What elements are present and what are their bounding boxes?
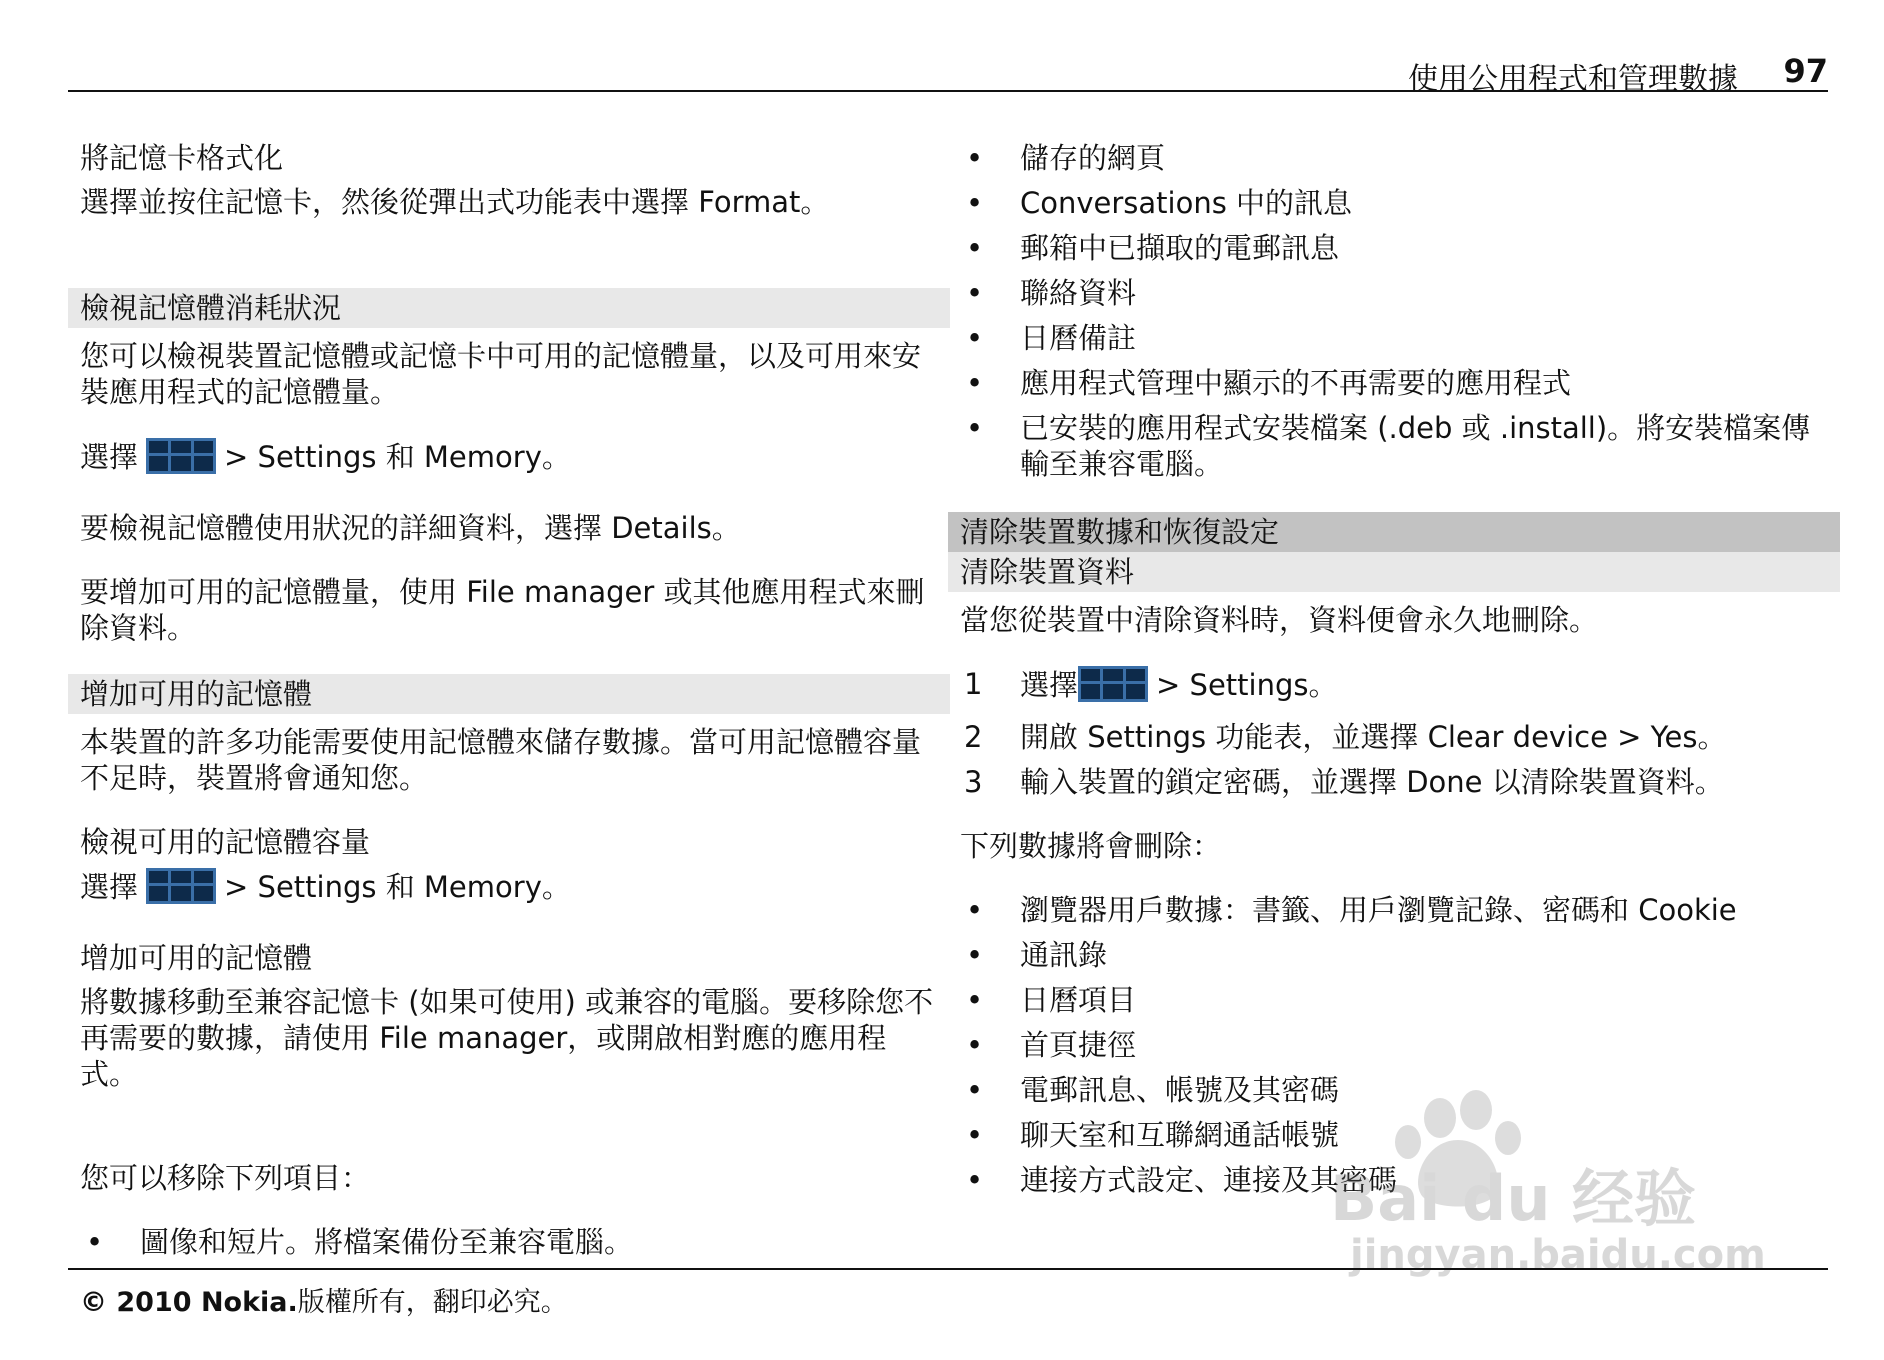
subheading-clear-device-data: 清除裝置資料	[948, 552, 1840, 592]
file-manager-line: 要增加可用的記憶體量，使用 File manager 或其他應用程式來刪除資料。	[80, 575, 925, 645]
section-heading-increase-memory: 增加可用的記憶體	[68, 674, 950, 714]
remove-items-intro: 您可以移除下列項目：	[80, 1161, 371, 1195]
right-column	[960, 140, 1828, 1207]
memory-usage-intro: 您可以檢視裝置記憶體或記憶卡中可用的記憶體量，以及可用來安裝應用程式的記憶體量。	[80, 339, 922, 409]
left-column	[80, 140, 938, 1269]
page-footer	[68, 1268, 1828, 1318]
select-prefix: 選擇	[80, 440, 139, 474]
list-item: • 瀏覽器用戶數據：書籤、用戶瀏覽記錄、密碼和 Cookie	[960, 892, 1828, 928]
view-available-memory-title: 檢視可用的記憶體容量	[80, 825, 371, 859]
section-heading-memory-usage: 檢視記憶體消耗狀況	[68, 288, 950, 328]
list-item: • Conversations 中的訊息	[960, 185, 1828, 221]
details-line: 要檢視記憶體使用狀況的詳細資料，選擇 Details。	[80, 511, 741, 545]
list-item: • 儲存的網頁	[960, 140, 1828, 176]
step-number: 1	[964, 667, 983, 701]
page-number: 97	[1783, 52, 1828, 90]
step-item	[960, 764, 1828, 800]
clear-device-intro: 當您從裝置中清除資料時，資料便會永久地刪除。	[960, 603, 1599, 637]
baidu-paw-icon	[1330, 1080, 1800, 1280]
baidu-watermark	[1330, 1080, 1800, 1280]
step-item	[960, 666, 1828, 710]
list-item: • 電郵訊息、帳號及其密碼	[960, 1072, 1828, 1108]
increase-memory-body: 將數據移動至兼容記憶卡 (如果可使用) 或兼容的電腦。要移除您不再需要的數據，請使用 File manager，或開啟相對應的應用程式。	[80, 985, 934, 1091]
step-number: 3	[964, 765, 983, 799]
chapter-title: 使用公用程式和管理數據	[1408, 62, 1738, 97]
list-item: • 日曆項目	[960, 982, 1828, 1018]
format-card-body: 選擇並按住記憶卡，然後從彈出式功能表中選擇 Format。	[80, 185, 830, 219]
step-prefix: 選擇	[1020, 668, 1079, 702]
select-prefix: 選擇	[80, 870, 139, 904]
clear-device-steps	[960, 666, 1828, 800]
app-grid-icon	[146, 868, 216, 912]
list-item: • 圖像和短片。將檔案備份至兼容電腦。	[80, 1224, 938, 1260]
list-item: • 首頁捷徑	[960, 1027, 1828, 1063]
copyright	[80, 1280, 568, 1319]
format-card-title: 將記憶卡格式化	[80, 141, 284, 175]
list-item: • 聯絡資料	[960, 275, 1828, 311]
list-item: • 通訊錄	[960, 937, 1828, 973]
step-item	[960, 719, 1828, 755]
step-text: 輸入裝置的鎖定密碼，並選擇 Done 以清除裝置資料。	[1020, 765, 1724, 799]
step-text: 開啟 Settings 功能表，並選擇 Clear device > Yes。	[1020, 720, 1727, 754]
watermark-line2: jingyan.baidu.com	[1350, 1232, 1766, 1278]
deleted-data-intro: 下列數據將會刪除：	[960, 829, 1222, 863]
list-item: • 連接方式設定、連接及其密碼	[960, 1162, 1828, 1198]
copyright-rest: 版權所有，翻印必究。	[297, 1287, 568, 1318]
page-header	[68, 52, 1828, 97]
list-item: • 聊天室和互聯網通話帳號	[960, 1117, 1828, 1153]
step-number: 2	[964, 720, 983, 754]
remove-items-list	[80, 1224, 938, 1260]
copyright-bold: © 2010 Nokia.	[80, 1287, 298, 1318]
list-item: • 日曆備註	[960, 320, 1828, 356]
select-settings-memory-line-2	[80, 868, 938, 912]
app-grid-icon	[146, 438, 216, 482]
list-item: • 應用程式管理中顯示的不再需要的應用程式	[960, 365, 1828, 401]
select-path: > Settings 和 Memory。	[224, 870, 571, 904]
list-item: • 郵箱中已擷取的電郵訊息	[960, 230, 1828, 266]
step-text: > Settings。	[1156, 668, 1338, 702]
remove-items-list-continued	[960, 140, 1828, 482]
app-grid-icon	[1078, 666, 1148, 710]
section-heading-clear-device: 清除裝置數據和恢復設定	[948, 512, 1840, 552]
select-path: > Settings 和 Memory。	[224, 440, 571, 474]
select-settings-memory-line	[80, 438, 938, 482]
increase-memory-intro: 本裝置的許多功能需要使用記憶體來儲存數據。當可用記憶體容量不足時，裝置將會通知您。	[80, 725, 922, 795]
list-item: • 已安裝的應用程式安裝檔案 (.deb 或 .install)。將安裝檔案傳輸至兼容電腦。	[960, 410, 1828, 482]
increase-memory-title: 增加可用的記憶體	[80, 941, 313, 975]
watermark-line1: Bai du 经验	[1330, 1162, 1697, 1235]
